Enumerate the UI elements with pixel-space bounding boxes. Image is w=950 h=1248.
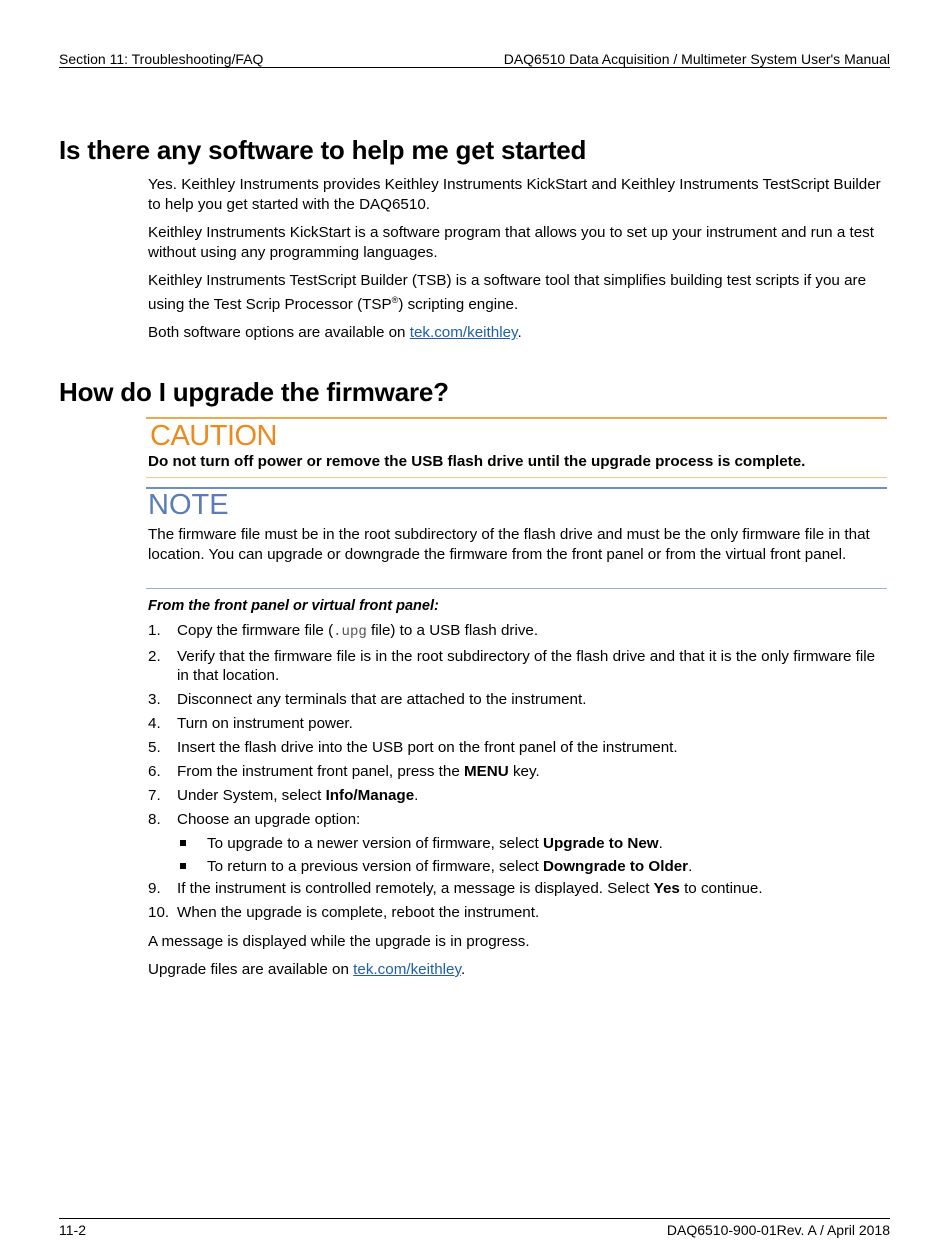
keithley-link[interactable]: tek.com/keithley bbox=[409, 324, 518, 342]
page-number: 11-2 bbox=[59, 1222, 86, 1238]
paragraph: A message is displayed while the upgrade is in progress. bbox=[148, 932, 530, 950]
list-item: 9. If the instrument is controlled remotely, a message is displayed. Select Yes to continue. bbox=[148, 880, 763, 897]
paragraph: Keithley Instruments TestScript Builder (TSB) is a software tool that simplifies building test scripts if you are using the Test Scrip Processor (TSP®) scripting engine. bbox=[148, 272, 867, 313]
section-heading-firmware: How do I upgrade the firmware? bbox=[59, 377, 449, 407]
square-bullet-icon bbox=[180, 840, 186, 846]
list-item: 7. Under System, select Info/Manage. bbox=[148, 787, 419, 804]
header-section-title: Section 11: Troubleshooting/FAQ bbox=[59, 51, 264, 67]
list-item: 8. Choose an upgrade option: bbox=[148, 811, 361, 828]
page-footer bbox=[59, 1218, 890, 1241]
paragraph: Keithley Instruments KickStart is a software program that allows you to set up your instrument and run a test without using any programming languages. bbox=[148, 224, 874, 261]
upgrade-steps bbox=[148, 597, 888, 989]
note-title: NOTE bbox=[148, 489, 229, 521]
list-item: 1. Copy the firmware file (.upg file) to a USB flash drive. bbox=[148, 621, 539, 640]
list-item: 4. Turn on instrument power. bbox=[148, 715, 353, 732]
paragraph: Upgrade files are available on tek.com/keithley. bbox=[148, 961, 466, 978]
list-item: 3. Disconnect any terminals that are attached to the instrument. bbox=[148, 691, 587, 708]
caution-title: CAUTION bbox=[150, 420, 277, 452]
list-item: 10. When the upgrade is complete, reboot the instrument. bbox=[148, 904, 540, 921]
procedure-subheading: From the front panel or virtual front panel: bbox=[148, 598, 439, 614]
page-header bbox=[59, 50, 890, 68]
paragraph: Both software options are available on tek.com/keithley. bbox=[148, 324, 522, 342]
closing-notes bbox=[148, 932, 888, 980]
list-item: 5. Insert the flash drive into the USB port on the front panel of the instrument. bbox=[148, 739, 678, 756]
paragraph: Yes. Keithley Instruments provides Keithley Instruments KickStart and Keithley Instruments TestScript Builder to help you get started with the DAQ6510. bbox=[148, 176, 881, 213]
document-revision: DAQ6510-900-01Rev. A / April 2018 bbox=[666, 1222, 890, 1238]
list-item: 2. Verify that the firmware file is in the root subdirectory of the flash drive and that it is the only firmware file in that location. bbox=[148, 647, 876, 684]
bullet-item: To return to a previous version of firmware, select Downgrade to Older. bbox=[148, 857, 888, 877]
keithley-upgrade-link[interactable]: tek.com/keithley bbox=[353, 961, 461, 978]
registered-mark: ® bbox=[391, 294, 399, 305]
caution-box bbox=[146, 417, 887, 478]
note-box bbox=[146, 487, 887, 589]
section-heading-software: Is there any software to help me get started bbox=[59, 135, 587, 165]
software-section-body bbox=[148, 175, 888, 352]
note-text: The firmware file must be in the root subdirectory of the flash drive and must be the only firmware file in that location. You can upgrade or downgrade the firmware from the front panel or from the virtual front panel. bbox=[148, 526, 870, 563]
list-item: 6. From the instrument front panel, press the MENU key. bbox=[148, 763, 540, 780]
bullet-item: To upgrade to a newer version of firmware, select Upgrade to New. bbox=[148, 834, 888, 854]
file-extension-code: .upg bbox=[333, 623, 367, 640]
square-bullet-icon bbox=[180, 863, 186, 869]
caution-text: Do not turn off power or remove the USB flash drive until the upgrade process is complete. bbox=[148, 453, 806, 470]
header-manual-title: DAQ6510 Data Acquisition / Multimeter System User's Manual bbox=[503, 51, 890, 67]
